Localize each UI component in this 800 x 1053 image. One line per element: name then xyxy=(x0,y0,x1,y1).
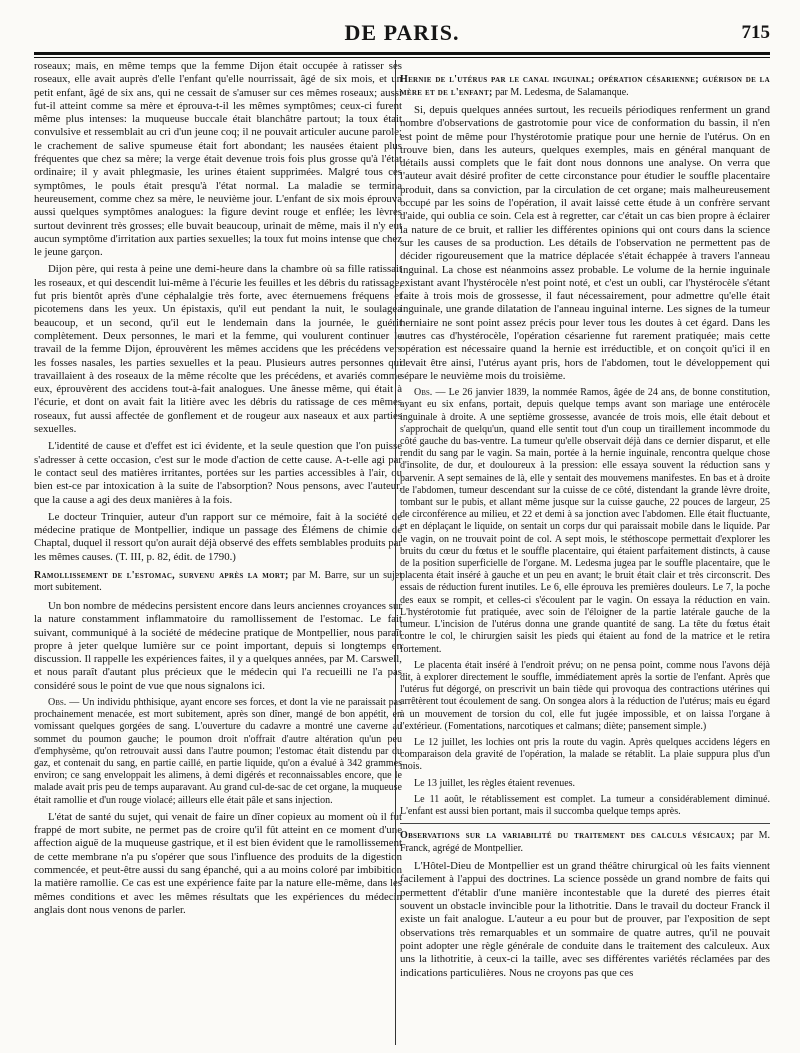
paragraph: Le docteur Trinquier, auteur d'un rapport sur ce mémoire, fait à la société de médecine pratique de Montpellier, indique un passage des Élémens de chimie de Chaptal, duquel il ressort qu'on aurait déjà observé des effets semblables produits par les mêmes causes. (T. III, p. 82, édit. de 1790.) xyxy=(34,510,402,563)
article-heading-author: par M. Franck, agrégé de Montpellier. xyxy=(400,830,770,854)
article-heading-author: par M. Barre, sur un sujet mort subitement. xyxy=(34,569,402,594)
left-column xyxy=(34,60,402,1045)
paragraph: Le 13 juillet, les règles étaient revenues. xyxy=(414,777,576,789)
column-divider xyxy=(395,60,396,1045)
article-heading-title: Hernie de l'utérus par le canal inguinal; opération césarienne; guérison de la mère et de l'enfant; xyxy=(400,74,770,98)
paragraph: L'état de santé du sujet, qui venait de faire un dîner copieux au moment où il fut frappé de mort subite, ne permet pas de croire qu'il fût atteint en ce moment d'une affection aiguë de la muqueuse gastrique, et il est bien évident que le ramollissement de cette membrane n'a pu s'opérer que sous l'influence des produits de la digestion commencée, et peut-être aussi du sang épanché, qui a au moins coloré par imbibition la matière ramollie. Ce cas est une expérience faite par la nature elle-même, dans les mêmes conditions et avec les mêmes résultats que les expériences du médecin anglais dont nous venons de parler. xyxy=(34,810,402,916)
paragraph: Un bon nombre de médecins persistent encore dans leurs anciennes croyances sur la nature constamment inflammatoire du ramollissement de l'estomac. Le fait suivant, communiqué à la société de médecine pratique de Montpellier, nous paraît propre à jeter quelque lumière sur ce point important, depuis si longtemps en discussion. Il rappelle les expériences faites, il y a quelques années, par M. Carswell, et nous paraît d'autant plus précieux que le médecin qui l'a recueilli ne l'a pas considéré sous le point de vue que nous signalons ici. xyxy=(34,599,402,692)
paragraph: Dijon père, qui resta à peine une demi-heure dans la chambre où sa fille ratissait les roseaux, et qui descendit lui-même à l'écurie les feuilles et les débris du ratissage, fut pris bientôt après d'une céphalalgie très forte, avec éternuemens fréquens et picotemens dans les yeux. Un épistaxis, qu'il eut pendant la nuit, le soulagea beaucoup, et un second, qu'il eut le lendemain dans la journée, le guérit complètement. Deux personnes, le mari et la femme, qui voulurent continuer le travail de la femme Dijon, éprouvèrent les mêmes accidens que les précédens vers les fosses nasales, les parties sexuelles et la peau. Plusieurs autres personnes qui travaillaient à des roseaux de la même récolte que les précédens, et avariés comme eux, éprouvèrent des accidens tout-à-fait analogues. Une ânesse même, qui était à l'écurie, et dont on avait fait la litière avec les débris du ratissage de ces mêmes roseaux, fut aussi affectée de gonflement et de rougeur aux naseaux et aux parties sexuelles. xyxy=(34,263,402,436)
paragraph: L'Hôtel-Dieu de Montpellier est un grand théâtre chirurgical où les faits viennent facilement à l'appui des doctrines. La science possède un grand nombre de faits qui permettent d'établir d'une manière incontestable que la dureté des pierres était souvent un obstacle invincible pour la lithotritie. Dans le travail du docteur Franck il existe un fait analogue. L'auteur a eu pour but de prouver, par l'exposition de sept observations très remarquables et un sommaire de quatre autres, qu'il ne pouvait point adopter une règle générale de conduite dans le traitement des calculeux. Aux uns la lithotritie, à ceux-ci la taille, avec ses différentes variétés réclamées par des indications particulières. Nous ne croyons pas que ces xyxy=(400,860,770,979)
paragraph: L'identité de cause et d'effet est ici évidente, et la seule question que l'on puisse s'adresser à cette occasion, c'est sur le mode d'action de cette cause. A-t-elle agi par le contact seul des matières irritantes, portées sur les parties accessibles à l'air, ou bien est-ce par intoxication à la suite de l'absorption? Nous pensons, avec l'auteur, que la cause a agi des deux manières à la fois. xyxy=(34,440,402,506)
page-number: 715 xyxy=(741,22,770,43)
article-heading-title: Ramollissement de l'estomac, survenu après la mort; xyxy=(34,569,289,581)
paragraph: roseaux; mais, en même temps que la femme Dijon était occupée à ratisser ses roseaux, elle avait auprès d'elle l'enfant qu'elle nourrissait, âgé de six mois, et un petit enfant, âgé de six ans, qui ne cessait de s'amuser sur ces mêmes roseaux; aussi fut-il atteint comme sa mère et éprouva-t-il les mêmes symptômes; ceux-ci furent même plus intenses: la muqueuse buccale était blanchâtre partout; la toux était convulsive et ressemblait au cri d'un jeune coq; il ne pouvait articuler aucune parole; le crachement de salive spumeuse était fort abondant; les nausées étaient plus fréquentes que chez sa mère; la verge était devenue trois fois plus grosse qu'à l'état ordinaire; il y avait phlegmasie, les urines étaient supprimées. Malgré tous ces symptômes, le pouls était presqu'à l'état normal. La maladie se termina heureusement, comme chez sa mère, le neuvième jour. L'enfant de six mois éprouva aussi quelques symptômes analogues: la figure devint rouge et enflée; les lèvres surtout devinrent très grosses; elle buvait beaucoup, urinait de même, mais il n'y eut aucun symptôme d'irritation aux parties sexuelles; la toux fut moins intense que chez le jeune garçon. xyxy=(34,60,402,259)
article-heading-title: Observations sur la variabilité du traitement des calculs vésicaux; xyxy=(400,830,735,842)
observation-label: Obs. xyxy=(48,697,67,709)
observation-text: — Un individu phthisique, ayant encore ses forces, et dont la vie ne paraissait pas prochainement menacée, est mort subitement, après son dîner, mangé de bon appétit, en vomissant quelques gorgées de sang. L'ouverture du cadavre a montré une caverne au sommet du poumon gauche; le poumon droit n'offrait d'autre altération qu'un peu d'emphysème, qu'on retrouvait aussi dans l'autre poumon; l'estomac était distendu par du gaz, et contenait du sang, en partie caillé, en partie liquide, qu'on a évalué à 342 grammes environ; ce sang enveloppait les alimens, à demi digérés et reconnaissables encore, que le malade avait pris peu de temps auparavant. Au grand cul-de-sac de cet organe, la muqueuse était ramollie et d'un rouge violacé; ailleurs elle était pâle et sans injection. xyxy=(34,697,402,806)
paragraph: Le placenta était inséré à l'endroit prévu; on ne pensa point, comme nous l'avons déjà dit, à explorer directement le souffle, immédiatement après la sortie de l'enfant. Après que l'utérus fut dégorgé, on prescrivit un bain tiède qui provoqua des contractions utérines qui arrêtèrent tout écoulement de sang. On songea alors à la réduction de l'utérus; mais eu égard à un mouvement de torsion du col, elle fut jugée impossible, et on laissa l'organe à l'extérieur. (Fomentations, narcotiques et calmans; diète; pansement simple.) xyxy=(400,659,770,732)
article-heading xyxy=(400,830,770,855)
paragraph: Le 12 juillet, les lochies ont pris la route du vagin. Après quelques accidens légers en comparaison dela gravité de l'opération, la malade se rétablit. La plaie suppura plus d'un mois. xyxy=(400,736,770,773)
observation-paragraph xyxy=(34,697,402,807)
section-rule xyxy=(400,823,770,824)
observation-label: Obs. xyxy=(414,387,433,399)
running-title: DE PARIS. xyxy=(344,20,460,45)
article-heading xyxy=(400,74,770,99)
article-heading xyxy=(34,570,402,595)
paragraph: Si, depuis quelques années surtout, les recueils périodiques renferment un grand nombre d'observations de gastrotomie pour vice de conformation du bassin, il n'en est point de même pour l'hystérotomie pratique pour une hernie de l'utérus. On en trouve bien, dans les auteurs, quelques exemples, mais en général manquant de détails aussi complets que le fait dont nous donnons une analyse. On verra que l'auteur avait désiré profiter de cette circonstance pour étudier le souffle placentaire produit, dans sa conviction, par la circulation de cet organe; mais malheureusement occupé par les soins de l'opération, il avait laissé cette étude à un confrère servant d'aide, qui oublia ce soin. Cela est à regretter, car c'était un cas bien propre à éclairer la nature de ce bruit, et rallier les différentes opinions qui ont cours dans la science sur les causes de sa production. Les détails de l'observation ne permettent pas de décider rigoureusement que la matrice déplacée s'était échappée à travers l'anneau inguinal. La chose est néanmoins assez probable. Le volume de la hernie inguinale existant avant l'hystérocèle n'est point noté, et c'est un oubli, car l'hystérocèle s'étant faite à trois mois de grossesse, il faut nécessairement, pour admettre qu'elle était inguinale, une grande dilatation de l'anneau inguinal interne. Les signes de la tumeur herniaire ne sont point assez précis pour lever tous les doutes à cet égard. Dans les autres cas d'hystérocèle, l'opération césarienne fut rarement pratiquée; mais cette opération est nécessaire quand la hernie est irréductible, et on conçoit qu'ici il en devait être ainsi, l'utérus ayant pris, hors de l'abdomen, tout le développement qui sépare le neuvième mois du troisième. xyxy=(400,104,770,382)
article-heading-author: par M. Ledesma, de Salamanque. xyxy=(495,86,629,98)
observation-text: — Le 26 janvier 1839, la nommée Ramos, âgée de 24 ans, de bonne constitution, ayant eu six enfans, portait, depuis quelque temps avant son mariage une entérocèle inguinale à droite. A une septième grossesse, avancée de trois mois, elle était debout et s'approchait de quelqu'un, quand elle sentit tout d'un coup un tiraillement incommode du côté gauche du bas-ventre. La tumeur qu'elle observait déjà dans ce dernier disparut, et elle rendit du sang par le vagin. Sa main, portée à la hernie inguinale, rencontra quelque chose d'insolite, de dur, et douloureux à la pression: elle essaya souvent la réduction sans y parvenir. A sept semaines de là, elle y sentait des mouvemens manifestes. En bas et à droite de l'abdomen, tumeur descendant sur la cuisse de ce côté, distendant la grande lèvre droite, tombant sur le pubis, et allant même jusque sur la cuisse gauche, 22 pouces de largeur, 25 de circonférence au milieu, et 22 et demi à sa jonction avec l'abdomen. Elle était fluctuante, et en déplaçant le liquide, on sentait un corps dur qui paraissait mobile dans le liquide. Par le vagin, on ne trouvait point de col. A sept mois, le stéthoscope permettait d'explorer les bruits du cœur du fœtus et le souffle placentaire, qui étaient parfaitement distincts, à cause de la position superficielle de l'organe. M. Ledesma jugea par le souffle placentaire, que le placenta était inséré à gauche et un peu en avant; le bruit était clair et très circonscrit. Des essais de réduction furent inutiles. Le 6, elle éprouva les premières douleurs. Le 7, la poche des eaux se rompit, et celles-ci s'écoulent par le vagin. On essaya la réduction en vain. L'hystérotomie fut pratiquée, avec soin de l'éloigner de la partie latérale gauche de la tumeur. L'incision de l'utérus donna une grande quantité de sang. La tête du fœtus était contre le col, le chirurgien saisit les pieds qui étaient au fond de la matrice et le retira fortement. xyxy=(400,387,770,655)
header-rule xyxy=(34,52,770,58)
observation-paragraph xyxy=(400,387,770,655)
right-column xyxy=(400,60,770,1045)
paragraph: Le 11 août, le rétablissement est complet. La tumeur a considérablement diminué. L'enfant est aussi bien portant, mais il succomba quelque temps après. xyxy=(400,793,770,817)
